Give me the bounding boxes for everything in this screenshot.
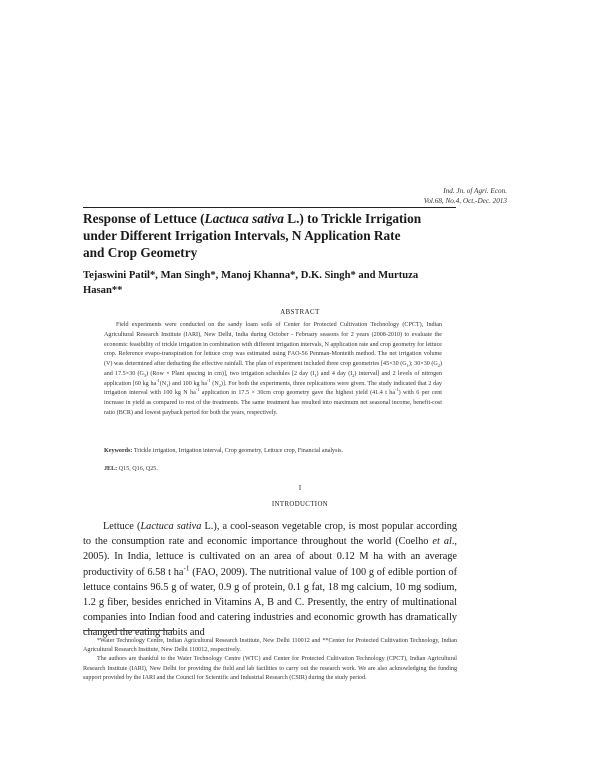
title-text-rest: L.) to Trickle Irrigation under Different Irrigation Intervals, N Application Rate and Crop Geometry bbox=[83, 211, 422, 260]
keywords bbox=[104, 447, 442, 456]
paper-title bbox=[83, 210, 423, 261]
title-text: Response of Lettuce ( bbox=[83, 211, 205, 226]
abstract-heading: ABSTRACT bbox=[280, 309, 320, 316]
section-number: I bbox=[298, 485, 302, 492]
journal-header bbox=[424, 186, 507, 206]
jel-text: Q15, Q16, Q25. bbox=[117, 466, 158, 472]
journal-name: Ind. Jn. of Agri. Econ. bbox=[443, 187, 507, 195]
jel-codes bbox=[104, 465, 158, 474]
abstract-body: Field experiments were conducted on the sandy loam soils of Center for Protected Cultivation Technology (CPCT), Indian Agricultural Research Institute (IARI), New Delhi, India during October - February seasons for 2 years (2008-2010) to evaluate the economic feasibility of trickle irrigation in combination with different irrigation intervals, N application rate and crop geometry for lettuce crop. Reference evapo-transpiration for lettuce crop was estimated using FAO-56 Penman-Monteith method. The net irrigation volume (V) was determined after deducting the effective rainfall. The plan of experiment included three crop geometries [45×30 $(G_1)$; 30×30 $(G_2)$ and 17.5×30 $(G_3) (Row$ × Plant spacing in cm)], two irrigation schedules [2 day $(I_1)$ and 4 day $(I_2)$ interval] and 2 levels of nitrogen application [60 kg $ha^{-1}(N_1)$ and 100 kg $ha^{-1}$ $(N_2)$]. For both the experiments, three replications were given. The study indicated that 2 day irrigation interval with 100 kg N $ha^{-1}$ application in 17.5 × 30cm crop geometry gave the highest yield (41.4 t $ha^{-1}$) with 6 per cent increase in yield as compared to rest of the treatments. The same treatment has resulted into maximum net seasonal income, benefit-cost ratio (BCR) and lowest payback period for both the years, respectively. bbox=[104, 322, 442, 416]
journal-issue: Vol.68, No.4, Oct.-Dec. 2013 bbox=[423, 197, 507, 205]
footnote-acknowledgement: The authors are thankful to the Water Technology Centre (WTC) and Center for Protected Cultivation Technology (CPCT), Indian Agricultural Research Institute (IARI), New Delhi for providing the field and lab facilities to carry out the research work. We are also acknowledging the funding support provided by the IARI and the Council for Scientific and Industrial Research (CSIR) during the study period. bbox=[83, 656, 457, 681]
section-title: INTRODUCTION bbox=[271, 501, 329, 508]
keywords-label: Keywords: bbox=[104, 448, 133, 454]
author-list: Tejaswini Patil*, Man Singh*, Manoj Khanna*, D.K. Singh* and Murtuza Hasan** bbox=[83, 270, 419, 296]
footnote-affiliation: *Water Technology Centre, Indian Agricultural Research Institute, New Delhi 110012 and **Center for Protected Cultivation Technology, Indian Agricultural Research Institute, New Delhi 110012, respectively. bbox=[83, 638, 457, 654]
footnotes bbox=[83, 637, 457, 683]
title-species: Lactuca sativa bbox=[204, 211, 284, 226]
footnote-rule bbox=[83, 630, 173, 631]
introduction-paragraph: Lettuce (Lactuca sativa L.), a cool-season vegetable crop, is most popular according to the consumption rate and economic importance throughout the world (Coelho et al., 2005). In India, lettuce is cultivated on an area of about 0.12 M ha with an average productivity of 6.58 t $ha^{-1}$ (FAO, 2009). The nutritional value of 100 g of edible portion of lettuce contains 96.5 g of water, 0.9 g of protein, 0.1 g fat, 18 mg calcium, 10 mg sodium, 1.2 g fiber, besides enriched in Vitamins A, B and C. Presently, the entry of multinational companies into Indian food and catering industries and economic growth has dramatically changed the eating habits and bbox=[83, 521, 458, 639]
header-rule bbox=[83, 207, 456, 208]
keywords-text: Trickle irrigation, Irrigation interval, Crop geometry, Lettuce crop, Financial analysis. bbox=[132, 448, 344, 454]
jel-label: JEL: bbox=[104, 466, 118, 472]
